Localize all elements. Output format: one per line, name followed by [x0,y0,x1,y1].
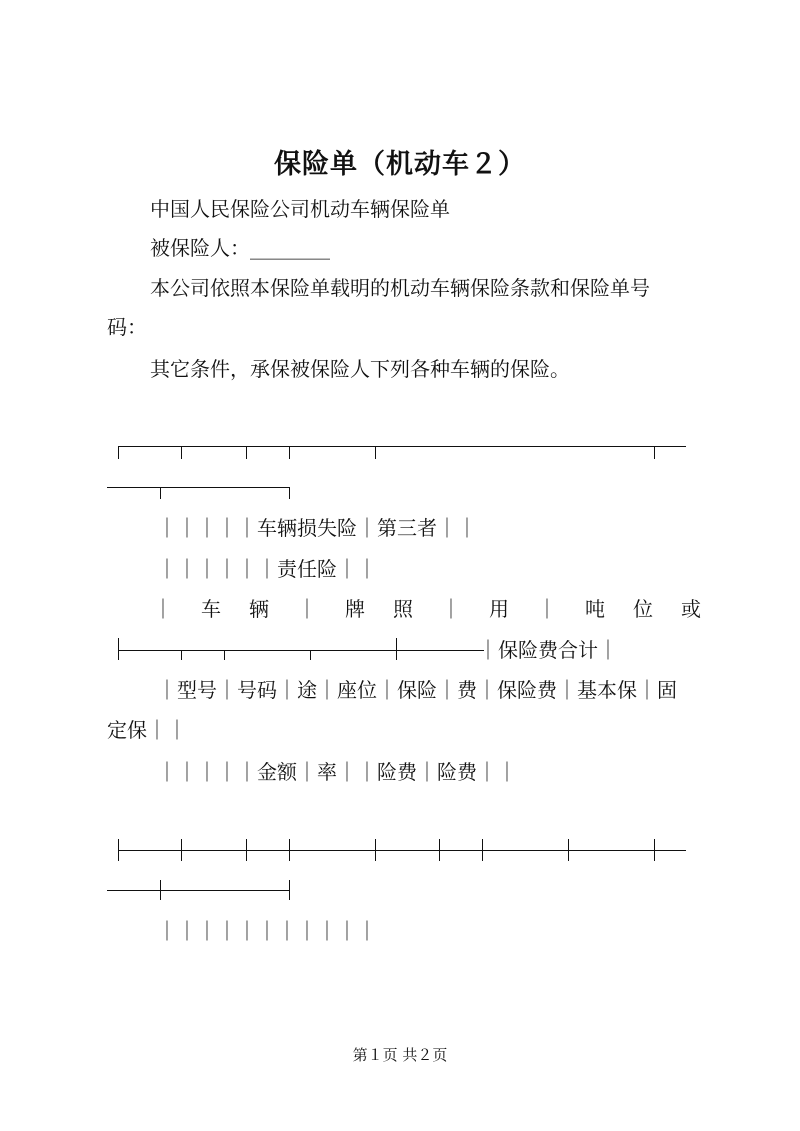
table-row-1: ｜｜｜｜｜车辆损失险｜第三者｜｜ [157,516,477,540]
insured-line: 被保险人：________ [150,236,330,260]
table-row-2: ｜｜｜｜｜｜责任险｜｜ [157,557,377,581]
page-footer: 第１页 共２页 [352,1046,448,1064]
clause-paragraph-line2: 码： [107,315,147,339]
table-row-7: ｜｜｜｜｜｜｜｜｜｜｜ [157,919,377,943]
company-line: 中国人民保险公司机动车辆保险单 [150,197,450,221]
table-row-4: ｜保险费合计｜ [478,638,618,662]
document-title: 保险单（机动车２） [274,149,526,180]
table-row-5-line2: 定保｜｜ [107,718,187,742]
conditions-paragraph: 其它条件，承保被保险人下列各种车辆的保险。 [150,357,570,381]
table-row-3: ｜ 车 辆 ｜ 牌 照 ｜ 用 ｜ 吨 位 或 [153,597,701,621]
clause-paragraph-line1: 本公司依照本保险单载明的机动车辆保险条款和保险单号 [150,276,650,300]
table-row-6: ｜｜｜｜｜金额｜率｜｜险费｜险费｜｜ [157,760,517,784]
table-row-5-line1: ｜型号｜号码｜途｜座位｜保险｜费｜保险费｜基本保｜固 [157,678,677,702]
